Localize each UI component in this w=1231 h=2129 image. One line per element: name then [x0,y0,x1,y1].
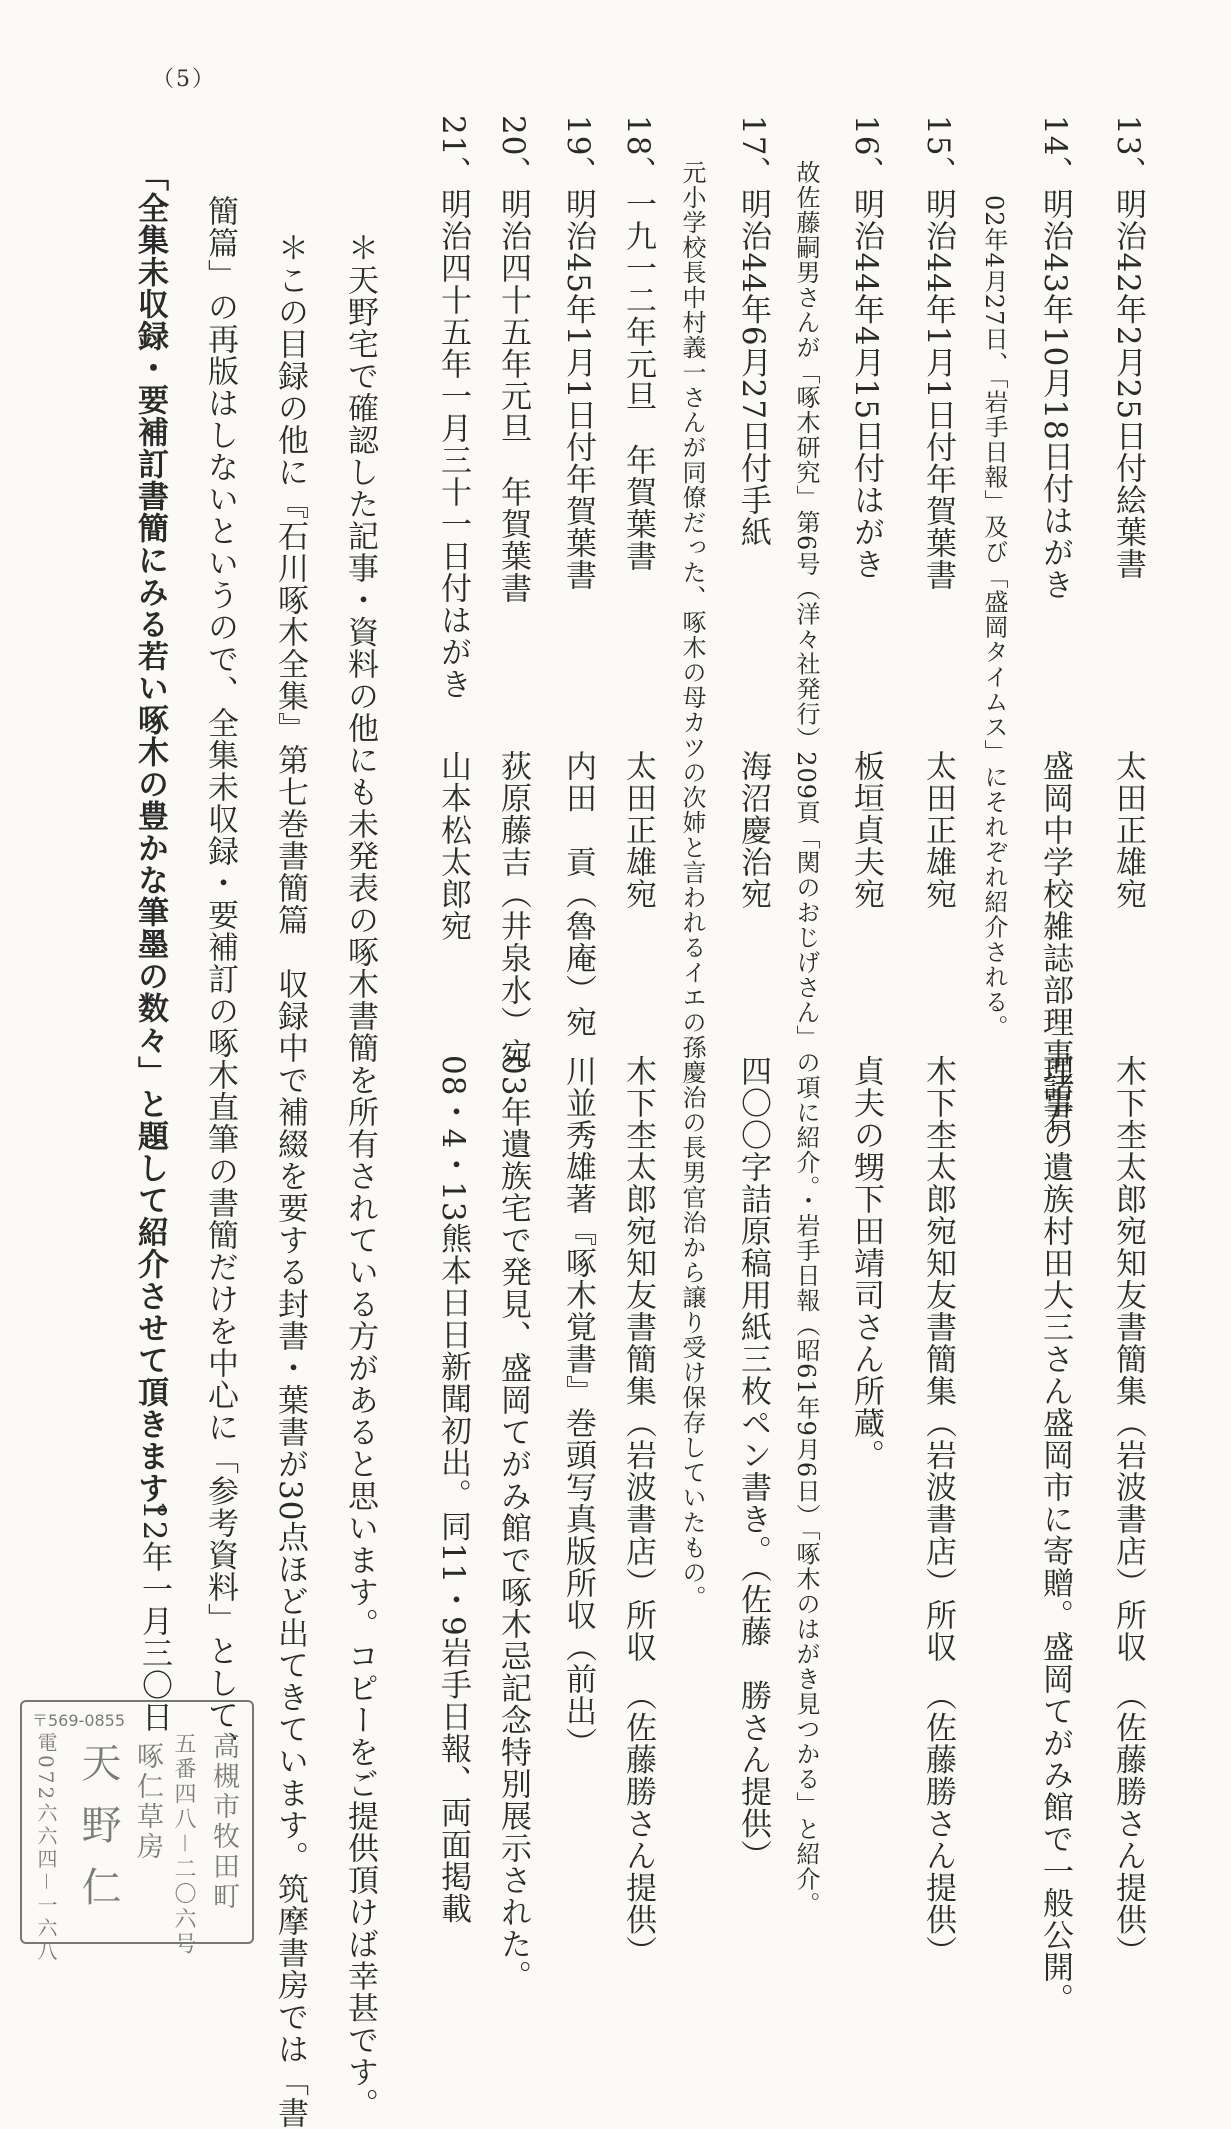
note-line: 「全集未収録・要補訂書簡にみる若い啄木の豊かな筆墨の数々」と題して紹介させて頂きます。 [132,160,168,1536]
entry-main: 故佐藤嗣男さんが「啄木研究」第6号（洋々社発行）209頁「関のおじげさん」の項に紹介。・岩手日報（昭61年9月6日）「啄木のはがき見つかる」と紹介。 [792,160,820,1917]
entry-addressee: 太田正雄宛 [1110,750,1146,910]
stamp-line-2: 五番四八－二〇六号 [171,1732,196,1958]
entry-source: 川並秀雄著『啄木覚書』巻頭写真版所収（前出） [560,1055,596,1759]
entry-main: 19、明治45年1月1日付年賀葉書 [560,115,596,592]
address-stamp [20,1700,254,1964]
entry-addressee: 太田正雄宛 [620,750,656,910]
entry-main: 15、明治44年1月1日付年賀葉書 [920,115,956,592]
note-line: ＊天野宅で確認した記事・資料の他にも未発表の啄木書簡を所有されている方があると思います。コピーをご提供頂けば幸甚です。 [342,232,378,2120]
entry-main: 元小学校長中村義一さんが同僚だった、啄木の母カツの次姉と言われるイエの孫慶治の長男官治から譲り受け保存していたもの。 [678,160,706,1610]
entry-addressee: 内田 貢（魯庵）宛 [560,750,596,1038]
entry-source: 木下杢太郎宛知友書簡集（岩波書店）所収 （佐藤勝さん提供） [1110,1055,1146,1968]
note-line: ＊この目録の他に『石川啄木全集』第七巻書簡篇 収録中で補綴を要する封書・葉書が30点ほど出てきています。筑摩書房では「書 [272,232,308,2129]
entry-source: 貞夫の甥下田靖司さん所蔵。 [848,1055,884,1471]
entry-main: 17、明治44年6月27日付手紙 [735,115,771,549]
entry-addressee: 荻原藤吉（井泉水）宛 [495,750,531,1070]
stamp-line-1: 高槻市牧田町 [208,1732,239,1912]
entry-source: 木下杢太郎宛知友書簡集（岩波書店）所収 （佐藤勝さん提供） [920,1055,956,1968]
stamp-line-4: 電072六六四－一六八 [34,1732,58,1964]
page-number: （5） [152,67,216,92]
entry-addressee: 盛岡中学校雑誌部理事諸君 [1037,750,1073,1134]
date-line: 12年一月三〇日 [136,1500,172,1734]
entry-main: 13、明治42年2月25日付絵葉書 [1110,115,1146,581]
entry-addressee: 山本松太郎宛 [435,750,471,942]
entry-source: 四〇〇字詰原稿用紙三枚ペン書き。（佐藤 勝さん提供） [735,1055,771,1872]
entry-source: 木下杢太郎宛知友書簡集（岩波書店）所収 （佐藤勝さん提供） [620,1055,656,1968]
entry-addressee: 太田正雄宛 [920,750,956,910]
entry-source: 理事の遺族村田大三さん盛岡市に寄贈。盛岡てがみ館で一般公開。 [1037,1055,1073,2015]
entry-source: 08・4・13熊本日日新聞初出。同11・9岩手日報、両面掲載 [435,1055,471,1925]
entry-main: 20、明治四十五年元旦 年賀葉書 [495,115,531,605]
entry-main: 14、明治43年10月18日付はがき [1037,115,1073,601]
stamp-zip: 〒569-0855 [32,1711,126,1730]
entry-addressee: 板垣貞夫宛 [848,750,884,910]
stamp-line-3: 啄仁草房 [132,1742,163,1862]
entry-addressee: 海沼慶治宛 [735,750,771,910]
entry-main: 16、明治44年4月15日付はがき [848,115,884,581]
note-line: 簡篇」の再版はしないというので、全集未収録・要補訂の啄木直筆の書簡だけを中心に「参考資料」として、 [202,195,238,1763]
entry-source: 03年遺族宅で発見、盛岡てがみ館で啄木忌記念特別展示された。 [495,1055,531,1993]
entry-main: 18、一九一二年元旦 年賀葉書 [620,115,656,573]
entry-main: 21、明治四十五年一月三十一日付はがき [435,115,471,701]
entry-main: 02年4月27日、「岩手日報」及び「盛岡タイムス」にそれぞれ紹介される。 [980,195,1008,1040]
stamp-name: 天野仁 [75,1742,121,1928]
